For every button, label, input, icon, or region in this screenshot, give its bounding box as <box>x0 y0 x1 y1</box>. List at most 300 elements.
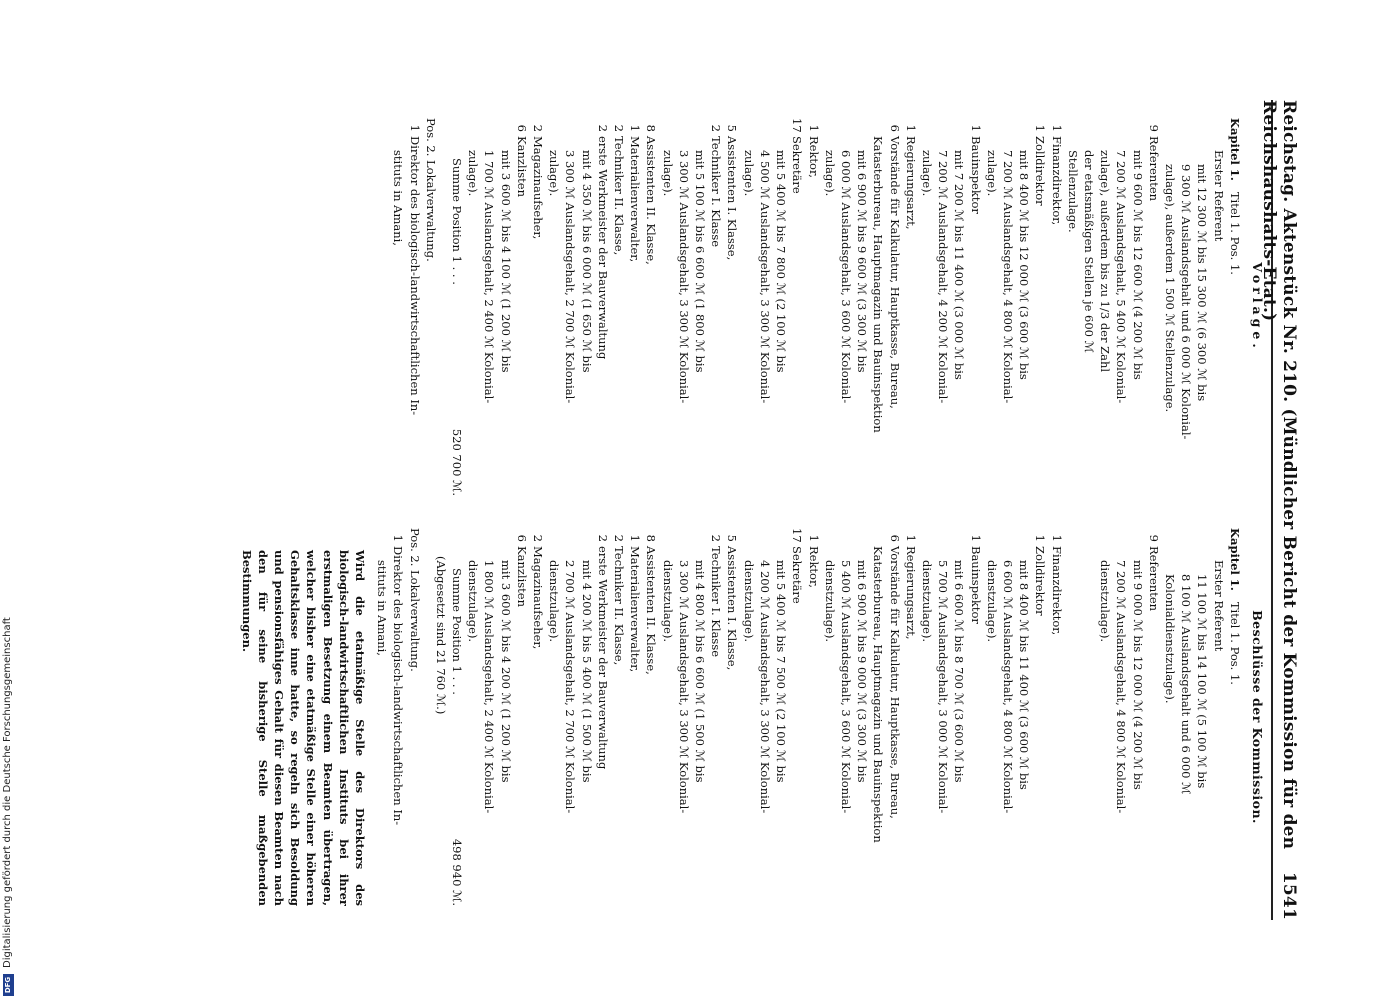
right-line <box>676 528 692 906</box>
line-text: dienstzulage). <box>547 560 562 643</box>
line-text: Kanzlisten <box>514 136 529 198</box>
line-text: erste Werkmeister der Bauverwaltung <box>595 136 610 360</box>
count-number: 1 <box>1049 534 1064 542</box>
right-line <box>1081 528 1097 906</box>
count-number <box>481 528 497 546</box>
right-line <box>903 528 919 906</box>
count-number <box>854 528 870 546</box>
line-text: zulage), außerdem bis zu 1/3 der Zahl <box>1098 150 1113 373</box>
count-number: 6 <box>887 534 902 542</box>
count-number <box>546 118 562 136</box>
line-text: Direktor des biologisch-landwirtschaftlichen In- <box>407 136 422 416</box>
right-line <box>595 528 611 906</box>
left-line <box>741 118 757 496</box>
right-line <box>1129 528 1145 906</box>
count-number: 2 <box>595 534 610 542</box>
line-text: dienstzulage). <box>741 560 756 643</box>
line-text: zulage). <box>660 150 675 197</box>
count-number: 1 <box>1049 124 1064 132</box>
left-sum-value: 520 700 ℳ. <box>450 428 465 496</box>
line-text: mit 4 350 ℳ bis 6 000 ℳ (1 650 ℳ bis <box>579 150 594 373</box>
line-text: Sekretäre <box>790 136 805 194</box>
right-line <box>481 528 497 906</box>
right-line <box>1113 528 1129 906</box>
count-number <box>822 528 838 546</box>
count-number <box>1081 528 1097 546</box>
line-text: 7 200 ℳ Auslandsgehalt, 5 400 ℳ Kolonial- <box>1114 150 1129 404</box>
right-line <box>967 528 983 906</box>
count-number: 2 <box>612 534 627 542</box>
count-number: 1 <box>407 124 422 132</box>
left-line <box>951 118 967 496</box>
left-line <box>465 118 481 496</box>
line-text: zulage). <box>547 150 562 197</box>
right-line <box>741 528 757 906</box>
left-line <box>1194 118 1210 496</box>
right-line <box>1097 528 1113 906</box>
right-line <box>1146 528 1162 906</box>
line-text: stituts in Amani, <box>391 150 406 246</box>
right-pos2-lines <box>374 528 406 906</box>
line-text <box>1081 546 1097 906</box>
left-lines <box>465 118 1227 496</box>
count-number: 2 <box>612 124 627 132</box>
line-text: Rektor, <box>806 136 821 178</box>
count-number: 1 <box>1033 124 1048 132</box>
count-number: 1 <box>1033 534 1048 542</box>
count-number: 8 <box>644 534 659 542</box>
line-text: dienstzulage). <box>822 560 837 643</box>
left-column-vorlage <box>390 118 1265 496</box>
line-text: Assistenten I. Klasse, <box>725 136 740 261</box>
left-line <box>757 118 773 496</box>
count-number <box>546 528 562 546</box>
left-titel: Titel 1. Pos. 1. <box>1227 191 1242 275</box>
count-number: 1 <box>968 124 983 132</box>
left-line <box>1146 118 1162 496</box>
count-number <box>1081 118 1097 136</box>
count-number <box>1210 118 1226 136</box>
left-line <box>724 118 740 496</box>
line-text: mit 7 200 ℳ bis 11 400 ℳ (3 000 ℳ bis <box>952 150 967 380</box>
count-number <box>1162 528 1178 546</box>
right-line <box>659 528 675 906</box>
line-text: Finanzdirektor, <box>1049 546 1064 636</box>
footer-text: Digitalisierung gefördert durch die Deutsche Forschungsgemeinschaft <box>2 617 13 968</box>
right-line <box>546 528 562 906</box>
line-text: zulage), außerdem 1 500 ℳ Stellenzulage. <box>1162 164 1177 413</box>
left-line <box>1113 118 1129 496</box>
left-line <box>546 118 562 496</box>
right-line <box>984 528 1000 906</box>
left-kapitel-line <box>1227 118 1243 496</box>
line-text: mit 12 300 ℳ bis 15 300 ℳ (6 300 ℳ bis <box>1195 164 1210 402</box>
count-number <box>465 528 481 546</box>
count-number: 1 <box>806 534 821 542</box>
right-line <box>1016 528 1032 906</box>
line-text: Techniker I. Klasse <box>709 136 724 248</box>
line-text: Zolldirektor <box>1033 136 1048 206</box>
line-text: Techniker II. Klasse, <box>612 136 627 256</box>
count-number <box>757 528 773 546</box>
right-sum-value: 498 940 ℳ. <box>450 838 465 906</box>
right-line <box>1048 528 1064 906</box>
right-sum-label: Summe Position 1 . . . <box>450 568 465 695</box>
count-number <box>757 118 773 136</box>
line-text: Referenten <box>1146 136 1161 202</box>
left-line <box>676 118 692 496</box>
line-text: Kolonialdienstzulage). <box>1162 574 1177 704</box>
count-number: 1 <box>806 124 821 132</box>
right-line <box>497 528 513 906</box>
right-line <box>1194 528 1210 906</box>
left-line <box>967 118 983 496</box>
left-line <box>530 118 546 496</box>
line-text: stituts in Amani, <box>375 560 390 656</box>
count-number <box>741 118 757 136</box>
count-number <box>919 118 935 136</box>
line-text: 3 300 ℳ Auslandsgehalt, 3 300 ℳ Kolonial- <box>676 150 691 404</box>
count-number <box>1097 118 1113 136</box>
count-number <box>497 528 513 546</box>
line-text: Rektor, <box>806 546 821 588</box>
count-number <box>1016 528 1032 546</box>
line-text: 1 700 ℳ Auslandsgehalt, 2 400 ℳ Kolonial- <box>482 150 497 404</box>
line-text: dienstzulage). <box>660 560 675 643</box>
line-text: 1 800 ℳ Auslandsgehalt, 2 400 ℳ Kolonial- <box>482 560 497 814</box>
line-text: 3 300 ℳ Auslandsgehalt, 3 300 ℳ Kolonial- <box>676 560 691 814</box>
right-kapitel: Kapitel 1. <box>1227 528 1242 591</box>
count-number <box>390 118 406 136</box>
count-number: 2 <box>531 124 546 132</box>
left-line <box>595 118 611 496</box>
count-number <box>1129 528 1145 546</box>
line-text: Sekretäre <box>790 546 805 604</box>
line-text: Techniker I. Klasse <box>709 546 724 658</box>
right-line <box>919 528 935 906</box>
line-text: mit 9 000 ℳ bis 12 000 ℳ (4 200 ℳ bis <box>1130 560 1145 790</box>
count-number <box>870 528 886 546</box>
right-line <box>627 528 643 906</box>
left-line <box>773 118 789 496</box>
count-number: 17 <box>790 118 805 133</box>
left-line <box>1129 118 1145 496</box>
count-number: 1 <box>628 534 643 542</box>
right-line <box>708 528 724 906</box>
count-number <box>1210 528 1226 546</box>
line-text: Kanzlisten <box>514 546 529 608</box>
left-line <box>919 118 935 496</box>
count-number <box>692 528 708 546</box>
left-line <box>562 118 578 496</box>
count-number <box>1065 118 1081 136</box>
left-line <box>984 118 1000 496</box>
count-number <box>935 118 951 136</box>
left-pos2-line <box>390 118 406 496</box>
line-text: 7 200 ℳ Auslandsgehalt, 4 200 ℳ Kolonial- <box>936 150 951 404</box>
count-number: 6 <box>887 124 902 132</box>
line-text: erste Werkmeister der Bauverwaltung <box>595 546 610 770</box>
right-abgesetzt: (Abgesetzt sind 21 760 ℳ.) <box>433 556 448 715</box>
left-sum-label: Summe Position 1 . . . <box>450 158 465 285</box>
left-line <box>838 118 854 496</box>
line-text: mit 5 400 ℳ bis 7 800 ℳ (2 100 ℳ bis <box>774 150 789 373</box>
count-number <box>984 118 1000 136</box>
line-text: 4 200 ℳ Auslandsgehalt, 3 300 ℳ Kolonial- <box>757 560 772 814</box>
count-number: 2 <box>531 534 546 542</box>
right-line <box>1178 528 1194 906</box>
left-line <box>1016 118 1032 496</box>
count-number <box>951 528 967 546</box>
left-line <box>1210 118 1226 496</box>
left-line <box>1048 118 1064 496</box>
line-text: Katasterbureau, Hauptmagazin und Bauinspektion <box>871 546 886 843</box>
right-line <box>854 528 870 906</box>
page-number: 1541 <box>1279 871 1299 920</box>
count-number: 5 <box>725 534 740 542</box>
count-number <box>870 118 886 136</box>
right-line <box>789 528 805 906</box>
right-line <box>562 528 578 906</box>
right-line <box>757 528 773 906</box>
right-kapitel-line <box>1227 528 1243 906</box>
right-line <box>1210 528 1226 906</box>
right-line <box>822 528 838 906</box>
right-pos2-line <box>390 528 406 906</box>
left-line <box>627 118 643 496</box>
left-line <box>1162 118 1178 496</box>
line-text: dienstzulage). <box>1098 560 1113 643</box>
left-line <box>854 118 870 496</box>
line-text: 6 600 ℳ Auslandsgehalt, 4 800 ℳ Kolonial- <box>1000 560 1015 814</box>
right-line <box>935 528 951 906</box>
line-text: Assistenten II. Klasse, <box>644 136 659 265</box>
left-line <box>692 118 708 496</box>
count-number: 6 <box>514 124 529 132</box>
left-sum-row <box>449 118 465 496</box>
left-line <box>789 118 805 496</box>
right-sum-row <box>449 528 465 906</box>
line-text: dienstzulage). <box>919 560 934 643</box>
line-text: Zolldirektor <box>1033 546 1048 616</box>
count-number <box>497 118 513 136</box>
line-text: Referenten <box>1146 546 1161 612</box>
left-line <box>822 118 838 496</box>
line-text: mit 5 100 ℳ bis 6 600 ℳ (1 800 ℳ bis <box>693 150 708 373</box>
line-text: dienstzulage). <box>984 560 999 643</box>
count-number <box>838 118 854 136</box>
count-number <box>481 118 497 136</box>
count-number: 9 <box>1146 124 1161 132</box>
line-text: 4 500 ℳ Auslandsgehalt, 3 300 ℳ Kolonial- <box>757 150 772 404</box>
count-number <box>773 528 789 546</box>
line-text: 3 300 ℳ Auslandsgehalt, 2 700 ℳ Kolonial- <box>563 150 578 404</box>
line-text: mit 6 900 ℳ bis 9 600 ℳ (3 300 ℳ bis <box>855 150 870 373</box>
count-number <box>562 528 578 546</box>
count-number <box>659 528 675 546</box>
line-text: mit 5 400 ℳ bis 7 500 ℳ (2 100 ℳ bis <box>774 560 789 783</box>
count-number <box>919 528 935 546</box>
line-text: zulage). <box>822 150 837 197</box>
count-number <box>854 118 870 136</box>
right-line <box>838 528 854 906</box>
count-number <box>676 118 692 136</box>
line-text: Regierungsarzt, <box>903 546 918 640</box>
line-text: zulage). <box>919 150 934 197</box>
right-line <box>724 528 740 906</box>
left-line <box>870 118 886 496</box>
left-pos2-line <box>406 118 422 496</box>
line-text: mit 4 800 ℳ bis 6 600 ℳ (1 500 ℳ bis <box>693 560 708 783</box>
count-number <box>773 118 789 136</box>
left-pos2-heading: Pos. 2. Lokalverwaltung. <box>423 118 438 262</box>
line-text: Regierungsarzt, <box>903 136 918 230</box>
count-number: 6 <box>514 534 529 542</box>
line-text: Materialienverwalter, <box>628 136 643 263</box>
left-column-heading: Vorlage. <box>1250 262 1265 352</box>
line-text: mit 4 200 ℳ bis 5 400 ℳ (1 500 ℳ bis <box>579 560 594 783</box>
count-number <box>1178 118 1194 136</box>
count-number <box>465 118 481 136</box>
line-text: 11 100 ℳ bis 14 100 ℳ (5 100 ℳ bis <box>1195 574 1210 789</box>
line-text: 6 000 ℳ Auslandsgehalt, 3 600 ℳ Kolonial- <box>838 150 853 404</box>
line-text: Finanzdirektor, <box>1049 136 1064 226</box>
line-text: mit 8 400 ℳ bis 12 000 ℳ (3 600 ℳ bis <box>1017 150 1032 380</box>
line-text: mit 3 600 ℳ bis 4 200 ℳ (1 200 ℳ bis <box>498 560 513 783</box>
line-text: Bauinspektor <box>968 136 983 214</box>
count-number: 1 <box>968 534 983 542</box>
count-number <box>1065 528 1081 546</box>
count-number <box>984 528 1000 546</box>
right-titel: Titel 1. Pos. 1. <box>1227 601 1242 685</box>
line-text: mit 6 900 ℳ bis 9 000 ℳ (3 300 ℳ bis <box>855 560 870 783</box>
line-text: mit 9 600 ℳ bis 12 600 ℳ (4 200 ℳ bis <box>1130 150 1145 380</box>
left-line <box>1000 118 1016 496</box>
left-pos2-lines <box>390 118 422 496</box>
right-line <box>643 528 659 906</box>
line-text: Vorstände für Kalkulatur, Hauptkasse, Bureau, <box>887 546 902 819</box>
line-text: Techniker II. Klasse, <box>612 546 627 666</box>
line-text: Erster Referent <box>1211 150 1226 242</box>
line-text: Bauinspektor <box>968 546 983 624</box>
left-line <box>643 118 659 496</box>
count-number: 9 <box>1146 534 1161 542</box>
count-number: 17 <box>790 528 805 543</box>
count-number: 2 <box>709 534 724 542</box>
right-line <box>1000 528 1016 906</box>
count-number <box>1178 528 1194 546</box>
line-text: dienstzulage). <box>466 560 481 643</box>
count-number: 1 <box>903 124 918 132</box>
line-text: zulage). <box>741 150 756 197</box>
right-line <box>1162 528 1178 906</box>
line-text: mit 8 400 ℳ bis 11 400 ℳ (3 600 ℳ bis <box>1017 560 1032 790</box>
left-line <box>578 118 594 496</box>
line-text: Magazinaufseher, <box>531 546 546 650</box>
left-line <box>886 118 902 496</box>
right-line <box>1065 528 1081 906</box>
line-text: Vorstände für Kalkulatur, Hauptkasse, Bureau, <box>887 136 902 409</box>
line-text: zulage). <box>984 150 999 197</box>
line-text: 2 700 ℳ Auslandsgehalt, 2 700 ℳ Kolonial- <box>563 560 578 814</box>
count-number: 1 <box>903 534 918 542</box>
count-number <box>935 528 951 546</box>
left-line <box>1081 118 1097 496</box>
left-line <box>1065 118 1081 496</box>
line-text: 7 200 ℳ Auslandsgehalt, 4 800 ℳ Kolonial- <box>1114 560 1129 814</box>
count-number <box>374 528 390 546</box>
left-line <box>1178 118 1194 496</box>
left-line <box>497 118 513 496</box>
count-number: 2 <box>595 124 610 132</box>
right-line <box>951 528 967 906</box>
line-text: Direktor des biologisch-landwirtschaftlichen In- <box>391 546 406 826</box>
count-number <box>1113 118 1129 136</box>
line-text: 5 700 ℳ Auslandsgehalt, 3 000 ℳ Kolonial- <box>936 560 951 814</box>
count-number <box>1000 118 1016 136</box>
count-number <box>838 528 854 546</box>
page-title: Reichstag. Aktenstück Nr. 210. (Mündlicher Bericht der Kommission für den Reichshaushalts-Etat.) <box>1259 100 1299 850</box>
count-number <box>578 118 594 136</box>
line-text: mit 3 600 ℳ bis 4 100 ℳ (1 200 ℳ bis <box>498 150 513 373</box>
count-number <box>1000 528 1016 546</box>
left-kapitel: Kapitel 1. <box>1227 118 1242 181</box>
right-line <box>611 528 627 906</box>
right-line <box>465 528 481 906</box>
right-column-heading: Beschlüsse der Kommission. <box>1250 610 1265 824</box>
dfg-logo-icon: DFG <box>3 974 14 996</box>
count-number <box>676 528 692 546</box>
count-number <box>659 118 675 136</box>
count-number <box>692 118 708 136</box>
count-number <box>1129 118 1145 136</box>
count-number <box>822 118 838 136</box>
left-line <box>1097 118 1113 496</box>
right-line <box>886 528 902 906</box>
line-text: 7 200 ℳ Auslandsgehalt, 4 800 ℳ Kolonial- <box>1000 150 1015 404</box>
line-text: 8 100 ℳ Auslandsgehalt und 6 000 ℳ <box>1179 574 1194 795</box>
page-header <box>1259 100 1303 920</box>
left-line <box>708 118 724 496</box>
count-number: 5 <box>725 124 740 132</box>
right-lines <box>465 528 1227 906</box>
line-text: Materialienverwalter, <box>628 546 643 673</box>
right-pos2-line <box>374 528 390 906</box>
count-number <box>951 118 967 136</box>
right-line <box>514 528 530 906</box>
line-text: Stellenzulage. <box>1065 150 1080 233</box>
line-text <box>1065 546 1081 906</box>
count-number <box>1016 118 1032 136</box>
line-text: Magazinaufseher, <box>531 136 546 240</box>
count-number <box>1194 528 1210 546</box>
line-text: Assistenten II. Klasse, <box>644 546 659 675</box>
left-line <box>805 118 821 496</box>
count-number <box>1097 528 1113 546</box>
left-line <box>659 118 675 496</box>
count-number <box>1194 118 1210 136</box>
left-line <box>611 118 627 496</box>
count-number: 1 <box>628 124 643 132</box>
line-text: Katasterbureau, Hauptmagazin und Bauinspektion <box>871 136 886 433</box>
count-number <box>1162 118 1178 136</box>
line-text: mit 6 600 ℳ bis 8 700 ℳ (3 600 ℳ bis <box>952 560 967 783</box>
line-text: zulage). <box>466 150 481 197</box>
right-line <box>870 528 886 906</box>
count-number <box>1113 528 1129 546</box>
line-text: 5 400 ℳ Auslandsgehalt, 3 600 ℳ Kolonial- <box>838 560 853 814</box>
right-line <box>1032 528 1048 906</box>
